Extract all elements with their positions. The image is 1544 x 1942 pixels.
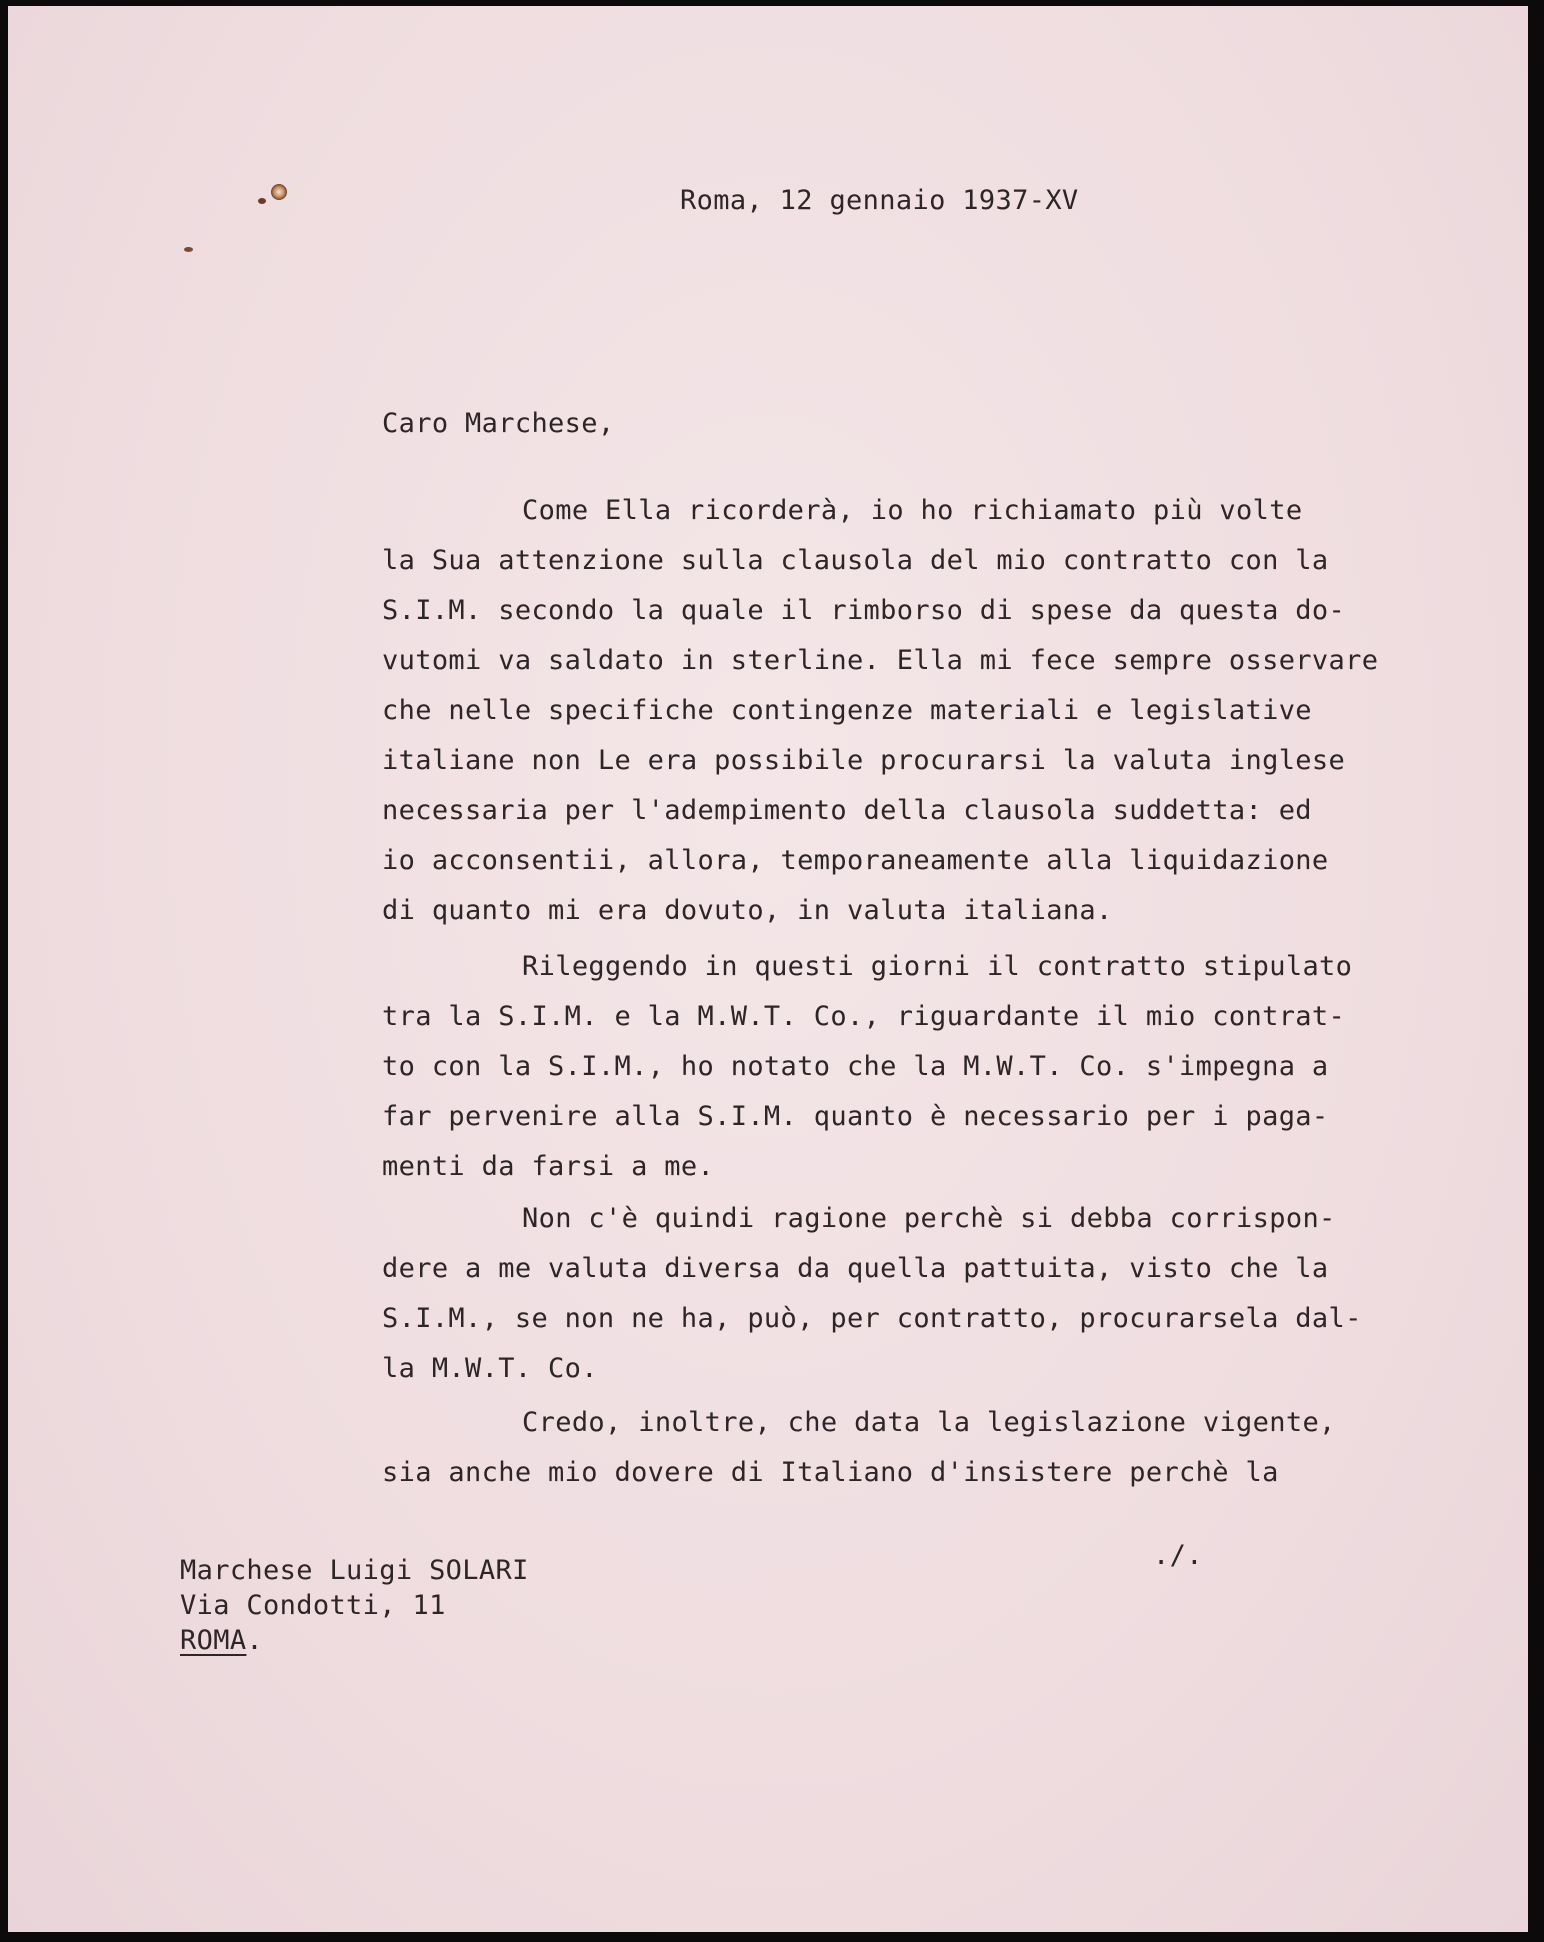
body-line: la M.W.T. Co. [382, 1353, 598, 1384]
body-line: far pervenire alla S.I.M. quanto è necessario per i paga- [382, 1101, 1329, 1132]
ink-stain [271, 184, 287, 200]
continuation-mark: ./. [1153, 1540, 1203, 1571]
body-line: che nelle specifiche contingenze materiali e legislative [382, 695, 1312, 726]
body-line: di quanto mi era dovuto, in valuta italiana. [382, 895, 1113, 926]
body-line: tra la S.I.M. e la M.W.T. Co., riguardante il mio contrat- [382, 1001, 1346, 1032]
recipient-city: ROMA [180, 1625, 247, 1656]
body-line: S.I.M., se non ne ha, può, per contratto, procurarsela dal- [382, 1303, 1362, 1334]
body-line: Non c'è quindi ragione perchè si debba corrispon- [522, 1203, 1336, 1234]
body-line: necessaria per l'adempimento della clausola suddetta: ed [382, 795, 1312, 826]
recipient-city-suffix: . [246, 1625, 264, 1656]
body-line: sia anche mio dovere di Italiano d'insistere perchè la [382, 1457, 1279, 1488]
body-line: Come Ella ricorderà, io ho richiamato più volte [522, 495, 1303, 526]
body-line: la Sua attenzione sulla clausola del mio contratto con la [382, 545, 1329, 576]
body-line: to con la S.I.M., ho notato che la M.W.T. Co. s'impegna a [382, 1051, 1329, 1082]
recipient-name: Marchese Luigi SOLARI [180, 1555, 529, 1586]
ink-speck [184, 247, 193, 252]
letter-paper [8, 6, 1528, 1932]
dateline: Roma, 12 gennaio 1937-XV [680, 185, 1079, 216]
body-line: vutomi va saldato in sterline. Ella mi fece sempre osservare [382, 645, 1379, 676]
ink-speck [258, 198, 266, 204]
body-line: dere a me valuta diversa da quella pattuita, visto che la [382, 1253, 1329, 1284]
body-line: S.I.M. secondo la quale il rimborso di spese da questa do- [382, 595, 1346, 626]
recipient-street: Via Condotti, 11 [180, 1590, 446, 1621]
body-line: menti da farsi a me. [382, 1151, 715, 1182]
body-line: io acconsentii, allora, temporaneamente alla liquidazione [382, 845, 1329, 876]
salutation: Caro Marchese, [382, 408, 615, 439]
body-line: italiane non Le era possibile procurarsi la valuta inglese [382, 745, 1346, 776]
recipient-city-line [180, 1626, 263, 1656]
body-line: Credo, inoltre, che data la legislazione vigente, [522, 1407, 1336, 1438]
body-line: Rileggendo in questi giorni il contratto stipulato [522, 951, 1353, 982]
